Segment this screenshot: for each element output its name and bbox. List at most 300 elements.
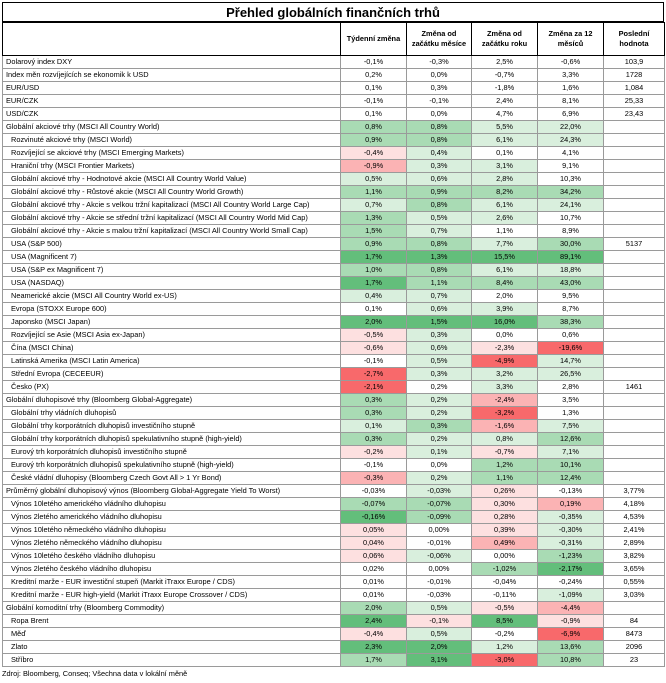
row-name: Globální akciové trhy - Akcie s velkou tržní kapitalizací (MSCI All Country World Large Cap) <box>3 199 341 212</box>
header-mtd: Změna od začátku měsíce <box>407 23 472 56</box>
row-value: -0,16% <box>341 511 407 524</box>
row-value: -2,1% <box>341 381 407 394</box>
row-value: 10,3% <box>538 173 604 186</box>
row-value: 15,5% <box>472 251 538 264</box>
row-value: 0,04% <box>341 537 407 550</box>
row-value: -19,6% <box>538 342 604 355</box>
row-value: 1,5% <box>341 225 407 238</box>
row-value: 2,0% <box>341 602 407 615</box>
row-name: Výnos 10letého českého vládního dluhopisu <box>3 550 341 563</box>
row-value: 3,77% <box>604 485 665 498</box>
row-name: Kreditní marže - EUR investiční stupeň (Markit iTraxx Europe / CDS) <box>3 576 341 589</box>
row-value: 0,2% <box>407 472 472 485</box>
row-name: Výnos 2letého německého vládního dluhopisu <box>3 537 341 550</box>
row-value: 1,2% <box>472 641 538 654</box>
row-value: 8473 <box>604 628 665 641</box>
row-value: 0,5% <box>407 355 472 368</box>
row-value: 25,33 <box>604 95 665 108</box>
row-value: 3,2% <box>472 368 538 381</box>
row-value: 0,1% <box>341 420 407 433</box>
row-name: Globální trhy korporátních dluhopisů spekulativního stupně (high-yield) <box>3 433 341 446</box>
row-value: 0,06% <box>341 550 407 563</box>
row-value: 0,6% <box>538 329 604 342</box>
row-value: 18,8% <box>538 264 604 277</box>
row-value: 0,2% <box>407 394 472 407</box>
row-value: 1,1% <box>407 277 472 290</box>
row-value: 2,3% <box>341 641 407 654</box>
row-value: -0,04% <box>472 576 538 589</box>
row-value: 0,1% <box>341 303 407 316</box>
row-value: 89,1% <box>538 251 604 264</box>
row-value: 6,1% <box>472 134 538 147</box>
row-name: Výnos 2letého amerického vládního dluhopisu <box>3 511 341 524</box>
row-value: -0,2% <box>341 446 407 459</box>
row-value: 3,03% <box>604 589 665 602</box>
row-value: 26,5% <box>538 368 604 381</box>
row-value: -0,1% <box>341 56 407 69</box>
row-value: -0,5% <box>472 602 538 615</box>
row-value: 1728 <box>604 69 665 82</box>
row-value: -0,13% <box>538 485 604 498</box>
row-value: -1,8% <box>472 82 538 95</box>
row-name: Globální akciové trhy (MSCI All Country World) <box>3 121 341 134</box>
markets-table <box>2 22 665 667</box>
row-value: 0,5% <box>407 628 472 641</box>
table-row <box>3 524 665 537</box>
table-row <box>3 394 665 407</box>
row-value: 14,7% <box>538 355 604 368</box>
row-value: 0,3% <box>341 433 407 446</box>
row-name: USA (S&P ex Magnificent 7) <box>3 264 341 277</box>
row-value: -0,1% <box>341 355 407 368</box>
table-row <box>3 472 665 485</box>
row-value <box>604 459 665 472</box>
row-value: -0,1% <box>407 615 472 628</box>
row-name: Měď <box>3 628 341 641</box>
row-value: -0,6% <box>341 342 407 355</box>
row-value: -0,09% <box>407 511 472 524</box>
row-value: 2,0% <box>341 316 407 329</box>
row-value: 8,7% <box>538 303 604 316</box>
row-name: Rozvíjející se Asie (MSCI Asia ex-Japan) <box>3 329 341 342</box>
row-value <box>604 173 665 186</box>
row-value: 1,0% <box>341 264 407 277</box>
row-value: 2,0% <box>407 641 472 654</box>
row-value: 0,7% <box>341 199 407 212</box>
row-value: 1,3% <box>341 212 407 225</box>
row-value: 16,0% <box>472 316 538 329</box>
row-value: 8,2% <box>472 186 538 199</box>
row-value: 1,1% <box>341 186 407 199</box>
row-value: -0,11% <box>472 589 538 602</box>
row-value: 5137 <box>604 238 665 251</box>
table-row <box>3 589 665 602</box>
row-value: -0,35% <box>538 511 604 524</box>
row-value: 9,1% <box>538 160 604 173</box>
row-value: 103,9 <box>604 56 665 69</box>
table-row <box>3 511 665 524</box>
row-value: 0,8% <box>407 134 472 147</box>
row-value: 2,4% <box>472 95 538 108</box>
row-value <box>604 186 665 199</box>
table-row <box>3 108 665 121</box>
row-value <box>604 251 665 264</box>
row-value: 10,8% <box>538 654 604 667</box>
row-value: 6,1% <box>472 264 538 277</box>
row-value <box>604 407 665 420</box>
table-row <box>3 381 665 394</box>
table-row <box>3 147 665 160</box>
row-value: 1,1% <box>472 472 538 485</box>
header-12m: Změna za 12 měsíců <box>538 23 604 56</box>
row-value: 34,2% <box>538 186 604 199</box>
row-value: -3,2% <box>472 407 538 420</box>
table-row <box>3 654 665 667</box>
row-name: USA (S&P 500) <box>3 238 341 251</box>
row-value: 0,19% <box>538 498 604 511</box>
header-weekly: Týdenní změna <box>341 23 407 56</box>
row-value: 3,3% <box>472 381 538 394</box>
row-value: 4,1% <box>538 147 604 160</box>
row-value: 0,3% <box>407 368 472 381</box>
row-value: 22,0% <box>538 121 604 134</box>
row-value: -0,01% <box>407 537 472 550</box>
row-value: 1,3% <box>407 251 472 264</box>
row-value: 1,5% <box>407 316 472 329</box>
row-value: 43,0% <box>538 277 604 290</box>
header-name <box>3 23 341 56</box>
row-value: 0,4% <box>407 147 472 160</box>
table-row <box>3 407 665 420</box>
row-value: -0,9% <box>341 160 407 173</box>
row-value: 4,18% <box>604 498 665 511</box>
report-title: Přehled globálních finančních trhů <box>2 2 664 22</box>
row-value: 0,0% <box>407 69 472 82</box>
row-value: 0,1% <box>407 446 472 459</box>
row-name: Globální komoditní trhy (Bloomberg Commodity) <box>3 602 341 615</box>
row-value: -4,4% <box>538 602 604 615</box>
table-row <box>3 446 665 459</box>
table-body <box>3 56 665 667</box>
row-value: 0,05% <box>341 524 407 537</box>
header-last: Poslední hodnota <box>604 23 665 56</box>
table-row <box>3 225 665 238</box>
row-name: Kreditní marže - EUR high-yield (Markit iTraxx Europe Crossover / CDS) <box>3 589 341 602</box>
row-value: -0,01% <box>407 576 472 589</box>
row-value: -0,31% <box>538 537 604 550</box>
row-value: -0,06% <box>407 550 472 563</box>
row-value: 1,084 <box>604 82 665 95</box>
table-row <box>3 550 665 563</box>
row-name: Dolarový index DXY <box>3 56 341 69</box>
table-row <box>3 628 665 641</box>
row-name: EUR/USD <box>3 82 341 95</box>
row-value: 3,3% <box>538 69 604 82</box>
row-value: 6,1% <box>472 199 538 212</box>
row-value: 0,5% <box>407 212 472 225</box>
table-row <box>3 69 665 82</box>
row-value: 0,02% <box>341 563 407 576</box>
row-value: 7,5% <box>538 420 604 433</box>
row-value: 0,00% <box>472 550 538 563</box>
row-value: 1,7% <box>341 654 407 667</box>
row-value: 0,9% <box>407 186 472 199</box>
row-value <box>604 355 665 368</box>
row-value <box>604 225 665 238</box>
row-value: -0,24% <box>538 576 604 589</box>
row-value: 8,9% <box>538 225 604 238</box>
row-name: Zlato <box>3 641 341 654</box>
row-value: 1,3% <box>538 407 604 420</box>
report <box>2 2 664 678</box>
row-value <box>604 199 665 212</box>
row-value: 24,3% <box>538 134 604 147</box>
table-row <box>3 576 665 589</box>
row-value: -1,23% <box>538 550 604 563</box>
row-value: 7,7% <box>472 238 538 251</box>
table-row <box>3 615 665 628</box>
row-value: 0,2% <box>341 69 407 82</box>
row-value: 2,8% <box>538 381 604 394</box>
row-value: 2,0% <box>472 290 538 303</box>
row-value: 10,7% <box>538 212 604 225</box>
row-name: Globální trhy korporátních dluhopisů investičního stupně <box>3 420 341 433</box>
row-value: 2,89% <box>604 537 665 550</box>
row-value: 7,1% <box>538 446 604 459</box>
row-value: -0,03% <box>407 485 472 498</box>
table-row <box>3 82 665 95</box>
row-value: 0,39% <box>472 524 538 537</box>
row-value: 0,3% <box>407 329 472 342</box>
row-value: -0,4% <box>341 147 407 160</box>
row-value <box>604 329 665 342</box>
table-row <box>3 173 665 186</box>
row-name: Ropa Brent <box>3 615 341 628</box>
row-name: Eurový trh korporátních dluhopisů investičního stupně <box>3 446 341 459</box>
row-value: 0,1% <box>341 108 407 121</box>
row-value: 0,6% <box>407 303 472 316</box>
row-name: Index měn rozvíjejících se ekonomik k USD <box>3 69 341 82</box>
row-value: -0,9% <box>538 615 604 628</box>
row-value: 12,6% <box>538 433 604 446</box>
row-value: 2,8% <box>472 173 538 186</box>
row-value: -6,9% <box>538 628 604 641</box>
row-name: Globální trhy vládních dluhopisů <box>3 407 341 420</box>
row-value: 10,1% <box>538 459 604 472</box>
row-value: 1461 <box>604 381 665 394</box>
row-value: 0,28% <box>472 511 538 524</box>
row-value: 1,2% <box>472 459 538 472</box>
row-value <box>604 121 665 134</box>
row-value <box>604 303 665 316</box>
row-value: 4,53% <box>604 511 665 524</box>
table-row <box>3 160 665 173</box>
table-row <box>3 433 665 446</box>
row-value: -0,1% <box>341 95 407 108</box>
row-value: 0,1% <box>341 82 407 95</box>
row-value: 0,8% <box>407 238 472 251</box>
row-value: 0,7% <box>407 225 472 238</box>
row-value: -2,17% <box>538 563 604 576</box>
row-value <box>604 277 665 290</box>
row-value: -0,3% <box>407 56 472 69</box>
row-value: 0,26% <box>472 485 538 498</box>
row-name: Neamerické akcie (MSCI All Country World ex-US) <box>3 290 341 303</box>
row-value <box>604 368 665 381</box>
row-name: Globální akciové trhy - Hodnotové akcie (MSCI All Country World Value) <box>3 173 341 186</box>
row-value <box>604 160 665 173</box>
row-value: -2,3% <box>472 342 538 355</box>
table-row <box>3 420 665 433</box>
row-value <box>604 264 665 277</box>
row-value: 0,3% <box>341 394 407 407</box>
table-row <box>3 537 665 550</box>
row-name: EUR/CZK <box>3 95 341 108</box>
row-value: 30,0% <box>538 238 604 251</box>
row-name: Globální akciové trhy - Růstové akcie (MSCI All Country World Growth) <box>3 186 341 199</box>
table-row <box>3 290 665 303</box>
row-value <box>604 433 665 446</box>
row-value: 0,8% <box>407 199 472 212</box>
row-value: 0,49% <box>472 537 538 550</box>
row-value: 84 <box>604 615 665 628</box>
row-name: České vládní dluhopisy (Bloomberg Czech Govt All > 1 Yr Bond) <box>3 472 341 485</box>
row-value: 0,00% <box>407 524 472 537</box>
row-value: 0,0% <box>407 459 472 472</box>
row-value <box>604 316 665 329</box>
row-value <box>604 212 665 225</box>
row-value: 8,1% <box>538 95 604 108</box>
row-value: 0,7% <box>407 290 472 303</box>
row-name: Rozvinuté akciové trhy (MSCI World) <box>3 134 341 147</box>
row-value: 38,3% <box>538 316 604 329</box>
row-value: 2,41% <box>604 524 665 537</box>
source-note: Zdroj: Bloomberg, Conseq; Všechna data v lokální měně <box>2 669 188 678</box>
row-value: -0,30% <box>538 524 604 537</box>
row-value: -0,07% <box>341 498 407 511</box>
row-value: -3,0% <box>472 654 538 667</box>
row-value: 0,9% <box>341 134 407 147</box>
row-value: -4,9% <box>472 355 538 368</box>
row-name: Globální akciové trhy - Akcie se střední tržní kapitalizací (MSCI All Country World Mid Cap) <box>3 212 341 225</box>
row-name: Průměrný globální dluhopisový výnos (Bloomberg Global-Aggregate Yield To Worst) <box>3 485 341 498</box>
row-value: 0,3% <box>407 160 472 173</box>
row-value: -0,7% <box>472 69 538 82</box>
table-row <box>3 368 665 381</box>
row-value <box>604 147 665 160</box>
row-value: 1,1% <box>472 225 538 238</box>
row-name: Výnos 2letého českého vládního dluhopisu <box>3 563 341 576</box>
row-value: 0,5% <box>407 602 472 615</box>
row-name: Latinská Amerika (MSCI Latin America) <box>3 355 341 368</box>
row-name: Hraniční trhy (MSCI Frontier Markets) <box>3 160 341 173</box>
row-value: 0,2% <box>407 407 472 420</box>
row-value: 1,7% <box>341 277 407 290</box>
row-name: Globální dluhopisové trhy (Bloomberg Global-Aggregate) <box>3 394 341 407</box>
row-value: -2,7% <box>341 368 407 381</box>
table-row <box>3 238 665 251</box>
row-value: -0,03% <box>407 589 472 602</box>
row-value: 0,6% <box>407 342 472 355</box>
table-row <box>3 303 665 316</box>
row-value: 0,8% <box>472 433 538 446</box>
header-row <box>3 23 665 56</box>
row-value: -1,02% <box>472 563 538 576</box>
table-row <box>3 95 665 108</box>
row-value: 0,55% <box>604 576 665 589</box>
row-value: 3,82% <box>604 550 665 563</box>
row-value: 3,9% <box>472 303 538 316</box>
row-value: -0,6% <box>538 56 604 69</box>
table-row <box>3 641 665 654</box>
row-value: -1,6% <box>472 420 538 433</box>
row-value: -0,03% <box>341 485 407 498</box>
row-value: -0,4% <box>341 628 407 641</box>
row-name: USD/CZK <box>3 108 341 121</box>
table-row <box>3 316 665 329</box>
row-name: USA (Magnificent 7) <box>3 251 341 264</box>
table-row <box>3 56 665 69</box>
row-value: 0,2% <box>407 433 472 446</box>
row-value: 0,4% <box>341 290 407 303</box>
row-value: 1,6% <box>538 82 604 95</box>
row-value: 9,5% <box>538 290 604 303</box>
row-value: 0,00% <box>407 563 472 576</box>
table-row <box>3 277 665 290</box>
row-value: 12,4% <box>538 472 604 485</box>
row-value: 0,9% <box>341 238 407 251</box>
row-name: Čína (MSCI China) <box>3 342 341 355</box>
row-value: -2,4% <box>472 394 538 407</box>
row-value: 24,1% <box>538 199 604 212</box>
row-value: 0,3% <box>407 82 472 95</box>
row-value: 2096 <box>604 641 665 654</box>
row-name: Česko (PX) <box>3 381 341 394</box>
row-value: 13,6% <box>538 641 604 654</box>
row-name: Výnos 10letého německého vládního dluhopisu <box>3 524 341 537</box>
table-row <box>3 459 665 472</box>
row-value: 0,0% <box>407 108 472 121</box>
row-value: 3,1% <box>407 654 472 667</box>
row-name: Evropa (STOXX Europe 600) <box>3 303 341 316</box>
row-value: 3,1% <box>472 160 538 173</box>
row-value <box>604 394 665 407</box>
row-value: 3,5% <box>538 394 604 407</box>
row-value: 3,65% <box>604 563 665 576</box>
header-ytd: Změna od začátku roku <box>472 23 538 56</box>
row-value: 0,1% <box>472 147 538 160</box>
row-value: 0,8% <box>341 121 407 134</box>
row-value: 4,7% <box>472 108 538 121</box>
row-value: 0,2% <box>407 381 472 394</box>
table-row <box>3 121 665 134</box>
table-row <box>3 355 665 368</box>
row-value: 23,43 <box>604 108 665 121</box>
table-row <box>3 563 665 576</box>
table-row <box>3 602 665 615</box>
row-value: -0,5% <box>341 329 407 342</box>
row-value: 2,6% <box>472 212 538 225</box>
row-value: 0,6% <box>407 173 472 186</box>
row-value: -0,7% <box>472 446 538 459</box>
table-row <box>3 212 665 225</box>
table-row <box>3 329 665 342</box>
row-value <box>604 342 665 355</box>
row-value: 0,5% <box>341 173 407 186</box>
row-value: 8,4% <box>472 277 538 290</box>
row-value: 2,5% <box>472 56 538 69</box>
table-row <box>3 485 665 498</box>
